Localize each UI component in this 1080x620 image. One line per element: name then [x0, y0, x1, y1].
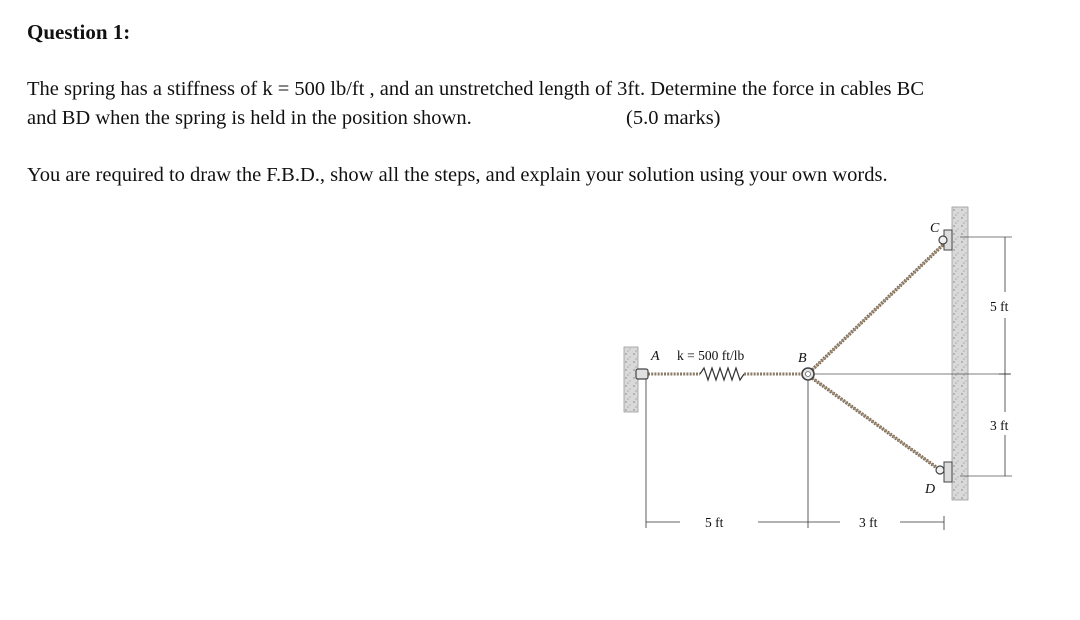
instruction-text: You are required to draw the F.B.D., show all the steps, and explain your solution using your own words. [27, 164, 888, 186]
label-d: D [925, 482, 936, 497]
cable-bd-core [812, 378, 940, 470]
dimension-label-lower: 3 ft [990, 418, 1009, 433]
right-wall [952, 207, 968, 500]
label-c: C [930, 221, 940, 236]
cable-bc-core [812, 240, 948, 370]
problem-statement-line-1: The spring has a stiffness of k = 500 lb/ft , and an unstretched length of 3ft. Determine the force in cables BC [27, 78, 925, 100]
marks-label: (5.0 marks) [626, 107, 721, 129]
problem-statement-line-2: and BD when the spring is held in the position shown. [27, 107, 472, 129]
question-title: Question 1: [27, 20, 131, 44]
anchor-d-eye [936, 466, 944, 474]
left-wall [624, 347, 638, 412]
anchor-a [636, 369, 648, 379]
dimension-label-right: 3 ft [859, 515, 878, 530]
ring-b-inner [806, 372, 811, 377]
dimension-label-upper: 5 ft [990, 299, 1009, 314]
spring [700, 368, 744, 380]
spring-stiffness-label: k = 500 ft/lb [677, 348, 745, 363]
dimension-label-left: 5 ft [705, 515, 724, 530]
label-a: A [651, 349, 660, 364]
anchor-c-eye [939, 236, 947, 244]
label-b: B [798, 351, 807, 366]
anchor-d-plate [944, 462, 952, 482]
